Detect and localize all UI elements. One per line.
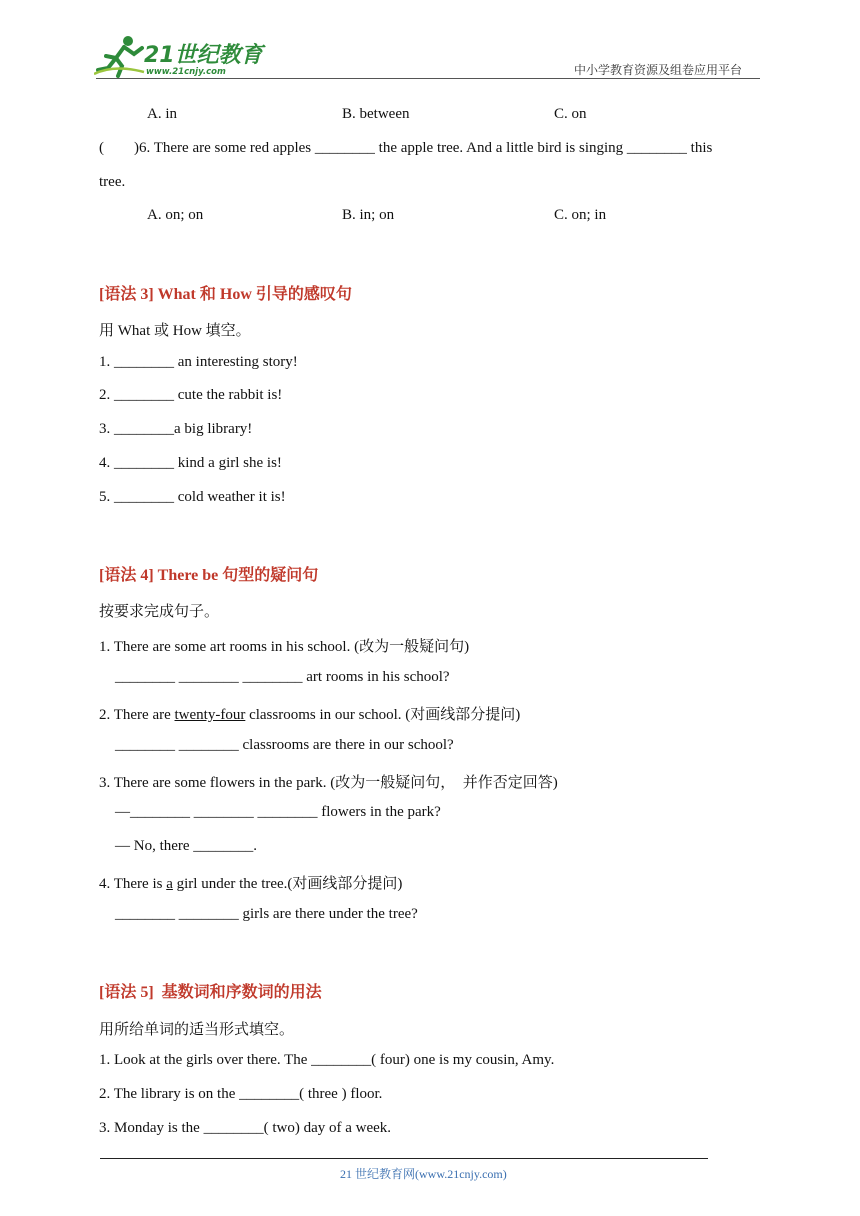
section-heading: [语法 5] 基数词和序数词的用法 [99, 984, 322, 1001]
option-a: A. on; on [147, 207, 204, 223]
logo [94, 34, 264, 80]
exercise-item: 1. There are some art rooms in his school. (改为一般疑问句) [99, 639, 470, 655]
option-b: B. in; on [342, 207, 395, 223]
option-b: B. between [342, 106, 410, 122]
runner-logo-icon [94, 34, 146, 78]
exercise-item: 1. ________ an interesting story! [99, 354, 298, 370]
item-text: girl under the tree.(对画线部分提问) [172, 876, 403, 892]
section-heading: [语法 3] What 和 How 引导的感叹句 [99, 286, 352, 303]
question-text: 6. There are some red apples ________ the apple tree. And a little bird is singing ________ this [139, 140, 713, 156]
header-platform-title: 中小学教育资源及组卷应用平台 [574, 63, 743, 77]
option-c: C. on; in [554, 207, 607, 223]
underlined-phrase: twenty-four [174, 707, 246, 723]
logo-text: 21世纪教育 [144, 43, 263, 68]
footer-site: 21 世纪教育网(www.21cnjy.com) [340, 1167, 507, 1181]
exercise-item [99, 872, 402, 893]
section-heading: [语法 4] There be 句型的疑问句 [99, 567, 319, 584]
question-text-cont: tree. [99, 174, 126, 190]
answer-line: — No, there ________. [115, 838, 258, 854]
underlined-phrase: a [166, 876, 173, 892]
answer-line: ________ ________ ________ art rooms in his school? [115, 669, 450, 685]
answer-line: —________ ________ ________ flowers in the park? [115, 804, 441, 820]
header-rule [96, 78, 760, 79]
exercise-item: 3. Monday is the ________( two) day of a week. [99, 1120, 392, 1136]
answer-paren: ( ) [99, 140, 139, 156]
section-instruction: 用 What 或 How 填空。 [99, 323, 251, 339]
exercise-item: 1. Look at the girls over there. The ________( four) one is my cousin, Amy. [99, 1052, 555, 1068]
exercise-item: 2. ________ cute the rabbit is! [99, 387, 283, 403]
item-text: 2. There are [99, 707, 175, 723]
exercise-item [99, 703, 520, 724]
exercise-item: 3. There are some flowers in the park. (改为一般疑问句， 并作否定回答) [99, 775, 558, 791]
section-instruction: 用所给单词的适当形式填空。 [99, 1022, 295, 1038]
exercise-item: 4. ________ kind a girl she is! [99, 455, 282, 471]
exercise-item: 3. ________a big library! [99, 421, 253, 437]
item-text: 4. There is [99, 876, 167, 892]
logo-url: www.21cnjy.com [146, 67, 226, 77]
item-text: classrooms in our school. (对画线部分提问) [245, 707, 521, 723]
exercise-item: 5. ________ cold weather it is! [99, 489, 286, 505]
option-c: C. on [554, 106, 587, 122]
footer-rule [100, 1158, 708, 1159]
option-a: A. in [147, 106, 177, 122]
section-instruction: 按要求完成句子。 [99, 604, 220, 620]
answer-line: ________ ________ girls are there under the tree? [115, 906, 418, 922]
exercise-item: 2. The library is on the ________( three ) floor. [99, 1086, 383, 1102]
answer-line: ________ ________ classrooms are there in our school? [115, 737, 454, 753]
